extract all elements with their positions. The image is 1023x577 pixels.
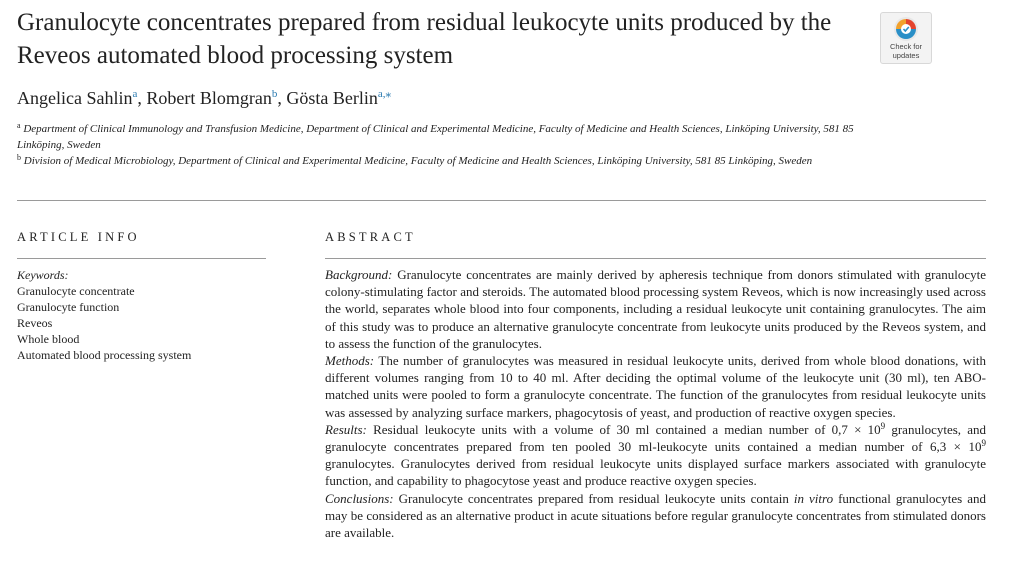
check-for-updates-icon <box>893 16 919 42</box>
keyword-item: Granulocyte concentrate <box>17 284 135 298</box>
keywords-label: Keywords: <box>17 268 69 282</box>
keyword-item: Automated blood processing system <box>17 348 192 362</box>
methods-text: The number of granulocytes was measured in residual leukocyte units, derived from whole blood donations, with different volumes ranging from 10 to 40 ml. After deciding the optimal volume of the leukocyte unit (30 ml), ten ABO-matched units were pooled to form a granulocyte concentrate. The function of the granulocytes from residual leukocyte units was assessed by analyzing surface markers, phagocytosis of yeast, and production of reactive oxygen species. <box>325 353 987 420</box>
results-text-c: granulocytes. Granulocytes derived from residual leukocyte units displayed surface markers associated with granulocyte function, and capability to phagocytose yeast and produce reactive oxygen species. <box>325 456 986 489</box>
affiliation-text: Division of Medical Microbiology, Department of Clinical and Experimental Medicine, Faculty of Medicine and Health Sciences, Linköping University, 581 85 Linköping, Sweden <box>23 155 813 167</box>
affiliation-item <box>17 153 877 169</box>
article-info-divider <box>17 258 266 259</box>
abstract-heading: ABSTRACT <box>325 230 416 244</box>
keyword-item: Reveos <box>17 316 53 330</box>
keywords-section <box>17 267 277 363</box>
affiliation-mark: b <box>17 153 21 162</box>
results-label: Results: <box>325 421 367 437</box>
methods-label: Methods: <box>325 353 375 369</box>
author-affil-mark[interactable]: a,⁎ <box>377 88 391 100</box>
results-exponent: 9 <box>880 420 886 431</box>
abstract-results <box>325 421 986 490</box>
abstract-divider <box>325 258 986 259</box>
author-name[interactable]: Angelica Sahlin <box>17 88 133 108</box>
conclusions-text-a: Granulocyte concentrates prepared from residual leukocyte units contain <box>398 490 794 506</box>
author-list <box>17 86 391 110</box>
affiliation-item <box>17 121 877 153</box>
abstract-body <box>325 266 986 541</box>
affiliation-text: Department of Clinical Immunology and Transfusion Medicine, Department of Clinical and Experimental Medicine, Faculty of Medicine and Health Sciences, Linköping University, 581 85 Linköping, Sweden <box>17 123 854 151</box>
author-separator: , <box>277 88 287 108</box>
article-title: Granulocyte concentrates prepared from residual leukocyte units produced by the Reveos automated blood processing system <box>17 9 832 69</box>
author-name[interactable]: Robert Blomgran <box>146 88 272 108</box>
author-affil-mark[interactable]: b <box>271 88 278 100</box>
affiliation-mark: a <box>17 121 21 130</box>
conclusions-italic: in vitro <box>793 490 834 506</box>
article-info-heading: ARTICLE INFO <box>17 230 140 244</box>
keyword-item: Granulocyte function <box>17 300 120 314</box>
background-label: Background: <box>325 267 393 282</box>
abstract-conclusions <box>325 490 986 542</box>
results-text-a: Residual leukocyte units with a volume of 30 ml contained a median number of 0,7 × 10 <box>373 421 881 437</box>
badge-line2: updates <box>892 51 920 60</box>
affiliations <box>17 121 877 169</box>
author-separator: , <box>137 88 147 108</box>
abstract-background <box>325 266 986 352</box>
conclusions-label: Conclusions: <box>325 490 394 506</box>
keyword-item: Whole blood <box>17 332 80 346</box>
background-text: Granulocyte concentrates are mainly derived by apheresis technique from donors stimulated with granulocyte colony-stimulating factor and steroids. The automated blood processing system Reveos, which is now increasingly used across the world, separates whole blood into four components, including a residual leukocyte unit containing granulocytes. The aim of this study was to produce an alternative granulocyte concentrate from leukocyte units produced by the Reveos system, and to assess the function of the granulocytes. <box>325 267 986 351</box>
badge-line1: Check for <box>889 42 923 51</box>
abstract-methods <box>325 352 986 421</box>
author-name[interactable]: Gösta Berlin <box>286 88 378 108</box>
results-exponent: 9 <box>981 438 986 449</box>
header-divider <box>17 200 986 201</box>
results-text-b: granulocytes, and granulocyte concentrates prepared from ten pooled 30 ml-leukocyte units contained a median number of 6,3 × 10 <box>325 421 986 455</box>
conclusions-text-b: functional granulocytes and may be considered as an alternative product in acute situations before regular granulocyte concentrates from stimulated donors are available. <box>325 490 987 541</box>
author-affil-mark[interactable]: a <box>132 88 138 100</box>
check-for-updates-badge[interactable] <box>880 12 932 64</box>
